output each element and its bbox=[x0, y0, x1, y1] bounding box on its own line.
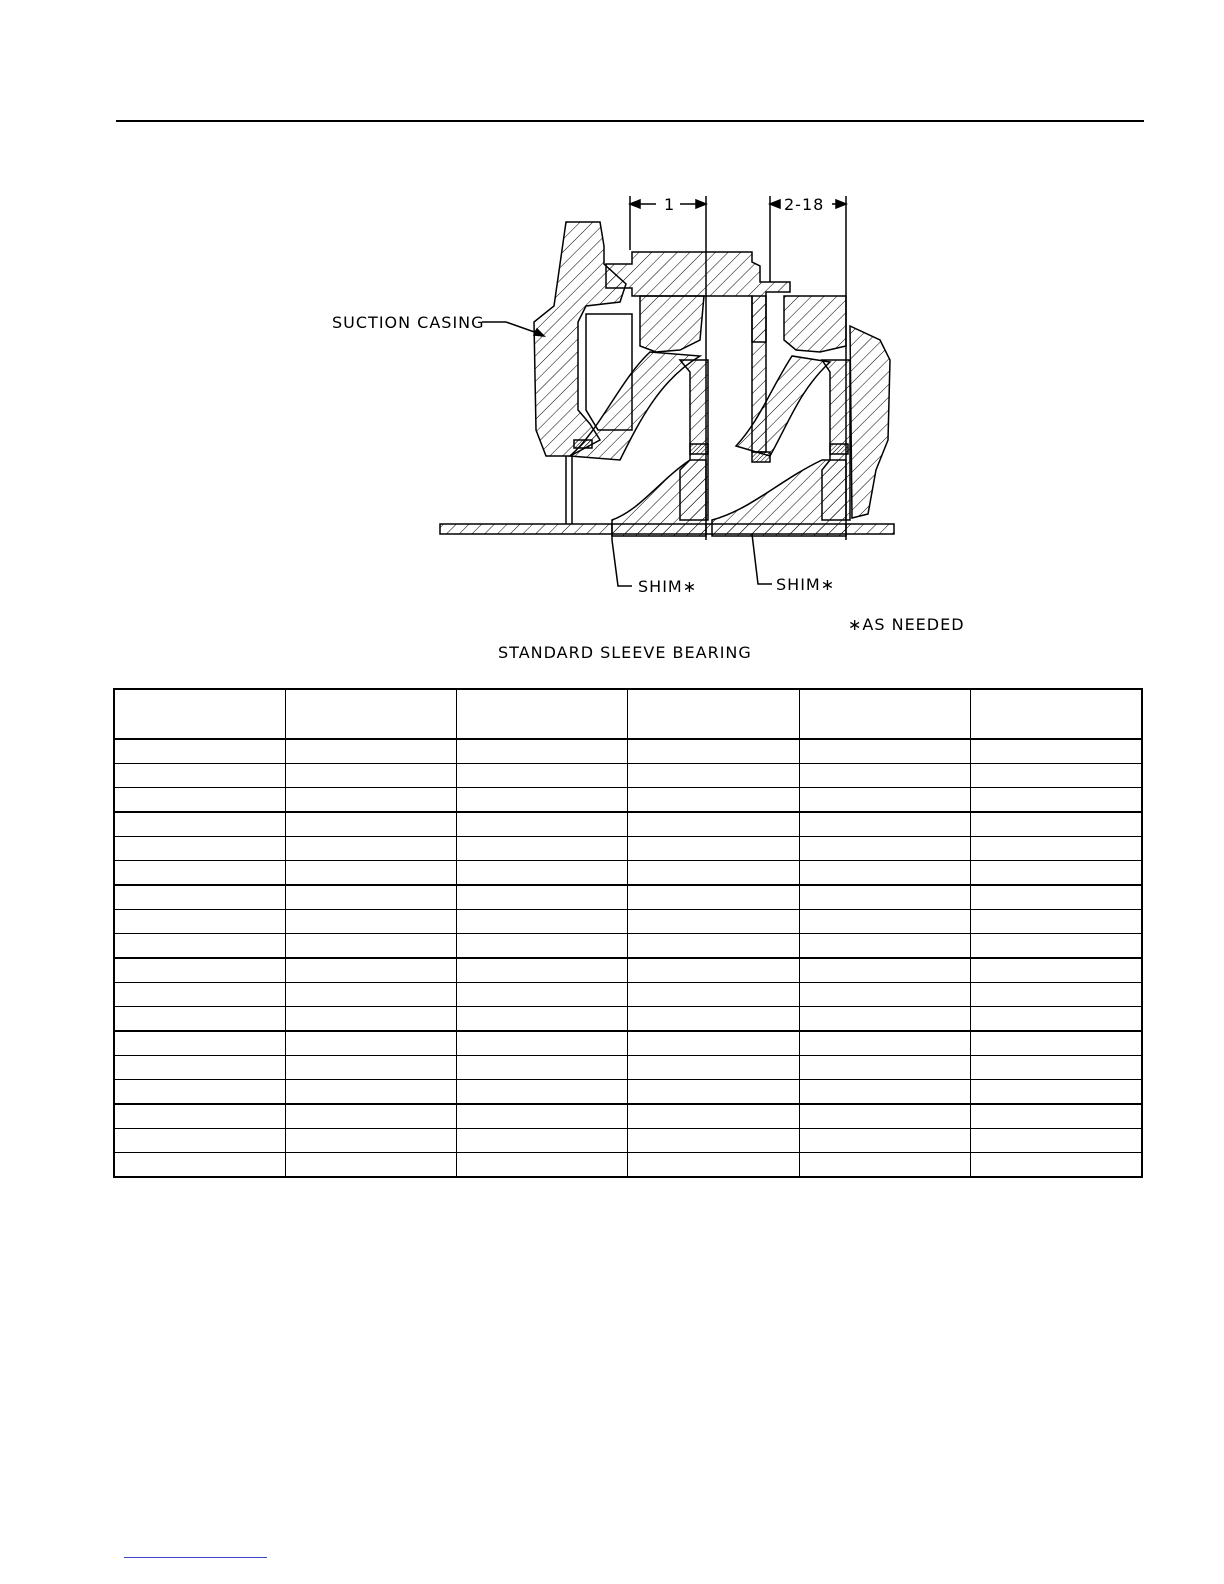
table-cell bbox=[971, 958, 1142, 983]
table-cell bbox=[971, 1007, 1142, 1032]
table-cell bbox=[799, 1153, 970, 1178]
table-cell bbox=[628, 958, 799, 983]
table-cell bbox=[114, 788, 285, 813]
table-cell bbox=[114, 1031, 285, 1056]
table-cell bbox=[628, 885, 799, 910]
table-row bbox=[114, 1056, 1142, 1080]
table-cell bbox=[799, 958, 970, 983]
table-cell bbox=[628, 983, 799, 1007]
table-cell bbox=[457, 764, 628, 788]
table-cell bbox=[628, 1031, 799, 1056]
table-cell bbox=[971, 1153, 1142, 1178]
table-cell bbox=[457, 812, 628, 837]
table-cell bbox=[971, 910, 1142, 934]
table-cell bbox=[799, 934, 970, 959]
bearing-3 bbox=[752, 452, 770, 462]
table-cell bbox=[628, 1007, 799, 1032]
table-row bbox=[114, 764, 1142, 788]
table-row bbox=[114, 1153, 1142, 1178]
table-cell bbox=[285, 1080, 456, 1105]
shim-left-leader bbox=[612, 540, 632, 586]
table-cell bbox=[457, 958, 628, 983]
table-cell bbox=[457, 885, 628, 910]
table-cell bbox=[457, 1007, 628, 1032]
table-cell bbox=[114, 983, 285, 1007]
table-cell bbox=[285, 837, 456, 861]
table-cell bbox=[799, 1129, 970, 1153]
outer-bowl-casing bbox=[850, 326, 890, 518]
table-header-cell bbox=[114, 689, 285, 739]
table-cell bbox=[114, 1104, 285, 1129]
table-row bbox=[114, 1104, 1142, 1129]
table-cell bbox=[457, 837, 628, 861]
table-cell bbox=[799, 739, 970, 764]
table-cell bbox=[114, 1056, 285, 1080]
table-header-cell bbox=[628, 689, 799, 739]
table-cell bbox=[285, 739, 456, 764]
footer-link-underline[interactable] bbox=[124, 1557, 267, 1558]
blank-data-table bbox=[113, 688, 1143, 1178]
table-cell bbox=[114, 837, 285, 861]
bowl-assembly-drawing bbox=[0, 0, 1224, 680]
table-cell bbox=[971, 1031, 1142, 1056]
table-cell bbox=[285, 958, 456, 983]
table-header-cell bbox=[285, 689, 456, 739]
table-cell bbox=[971, 885, 1142, 910]
dimension-1-label: 1 bbox=[664, 195, 676, 214]
table-cell bbox=[285, 934, 456, 959]
table-cell bbox=[285, 812, 456, 837]
table-cell bbox=[628, 910, 799, 934]
table-cell bbox=[628, 934, 799, 959]
figure-caption: STANDARD SLEEVE BEARING bbox=[498, 643, 752, 662]
table-cell bbox=[114, 1153, 285, 1178]
table-cell bbox=[285, 788, 456, 813]
table-row bbox=[114, 1080, 1142, 1105]
footnote-as-needed: ∗AS NEEDED bbox=[848, 615, 965, 634]
table-cell bbox=[457, 910, 628, 934]
table-cell bbox=[628, 1129, 799, 1153]
table-cell bbox=[971, 739, 1142, 764]
table-cell bbox=[799, 1080, 970, 1105]
table-row bbox=[114, 1031, 1142, 1056]
table-cell bbox=[285, 1129, 456, 1153]
table-cell bbox=[285, 885, 456, 910]
table-cell bbox=[114, 885, 285, 910]
table-cell bbox=[457, 1056, 628, 1080]
table-cell bbox=[799, 788, 970, 813]
table-cell bbox=[971, 764, 1142, 788]
table-cell bbox=[628, 739, 799, 764]
table-row bbox=[114, 983, 1142, 1007]
table-row bbox=[114, 812, 1142, 837]
table-cell bbox=[971, 812, 1142, 837]
table-row bbox=[114, 739, 1142, 764]
table-row bbox=[114, 934, 1142, 959]
table-cell bbox=[114, 958, 285, 983]
table-cell bbox=[628, 1056, 799, 1080]
table-cell bbox=[628, 1104, 799, 1129]
table-row bbox=[114, 1129, 1142, 1153]
table-cell bbox=[628, 837, 799, 861]
table-cell bbox=[457, 1080, 628, 1105]
bearing-1 bbox=[690, 444, 708, 454]
impeller-2 bbox=[784, 296, 846, 352]
table-cell bbox=[285, 764, 456, 788]
table-cell bbox=[285, 1007, 456, 1032]
table-cell bbox=[971, 1104, 1142, 1129]
table-header-row bbox=[114, 689, 1142, 739]
table-cell bbox=[114, 1129, 285, 1153]
table-row bbox=[114, 837, 1142, 861]
table-row bbox=[114, 788, 1142, 813]
table-cell bbox=[285, 1153, 456, 1178]
table-cell bbox=[628, 812, 799, 837]
table-cell bbox=[114, 934, 285, 959]
base-plate bbox=[440, 524, 894, 534]
table-cell bbox=[971, 934, 1142, 959]
table-cell bbox=[799, 837, 970, 861]
table-cell bbox=[799, 910, 970, 934]
table-cell bbox=[457, 739, 628, 764]
table-cell bbox=[457, 983, 628, 1007]
shim-right-leader bbox=[752, 534, 772, 584]
table-cell bbox=[971, 1056, 1142, 1080]
shim-left-label: SHIM∗ bbox=[638, 577, 698, 596]
table-cell bbox=[457, 1153, 628, 1178]
table-cell bbox=[628, 861, 799, 886]
table-row bbox=[114, 958, 1142, 983]
table-cell bbox=[799, 1007, 970, 1032]
table-cell bbox=[971, 1080, 1142, 1105]
bearing-2 bbox=[830, 444, 848, 454]
table-cell bbox=[971, 788, 1142, 813]
dimension-2-18-label: 2-18 bbox=[784, 195, 825, 214]
table-cell bbox=[114, 910, 285, 934]
impeller-1 bbox=[640, 296, 704, 352]
table-cell bbox=[799, 1031, 970, 1056]
wear-ring-1 bbox=[574, 440, 592, 448]
table-row bbox=[114, 885, 1142, 910]
table-cell bbox=[971, 861, 1142, 886]
table-cell bbox=[799, 812, 970, 837]
suction-casing-label: SUCTION CASING bbox=[332, 313, 485, 332]
table-cell bbox=[971, 983, 1142, 1007]
table-cell bbox=[971, 1129, 1142, 1153]
table-cell bbox=[457, 934, 628, 959]
table-cell bbox=[114, 812, 285, 837]
table-cell bbox=[114, 739, 285, 764]
table-cell bbox=[799, 764, 970, 788]
shim-right-label: SHIM∗ bbox=[776, 575, 836, 594]
table-cell bbox=[628, 1080, 799, 1105]
table-row bbox=[114, 910, 1142, 934]
table-cell bbox=[457, 1104, 628, 1129]
table-cell bbox=[114, 1007, 285, 1032]
table-cell bbox=[285, 861, 456, 886]
table-cell bbox=[457, 861, 628, 886]
table-row bbox=[114, 861, 1142, 886]
table-row bbox=[114, 1007, 1142, 1032]
table-cell bbox=[285, 1104, 456, 1129]
table-cell bbox=[628, 1153, 799, 1178]
table-cell bbox=[799, 1056, 970, 1080]
table-cell bbox=[285, 983, 456, 1007]
table-cell bbox=[114, 764, 285, 788]
table-cell bbox=[628, 788, 799, 813]
table-cell bbox=[285, 1031, 456, 1056]
table-cell bbox=[285, 910, 456, 934]
table-cell bbox=[971, 837, 1142, 861]
table-cell bbox=[799, 861, 970, 886]
table-cell bbox=[799, 983, 970, 1007]
table-header-cell bbox=[799, 689, 970, 739]
table-cell bbox=[457, 1129, 628, 1153]
table-header-cell bbox=[457, 689, 628, 739]
table-cell bbox=[114, 1080, 285, 1105]
table-cell bbox=[285, 1056, 456, 1080]
table-cell bbox=[628, 764, 799, 788]
table-cell bbox=[114, 861, 285, 886]
impeller-2-vane bbox=[736, 356, 830, 456]
table-cell bbox=[457, 788, 628, 813]
table-cell bbox=[799, 1104, 970, 1129]
table-header-cell bbox=[971, 689, 1142, 739]
table-cell bbox=[799, 885, 970, 910]
table-cell bbox=[457, 1031, 628, 1056]
